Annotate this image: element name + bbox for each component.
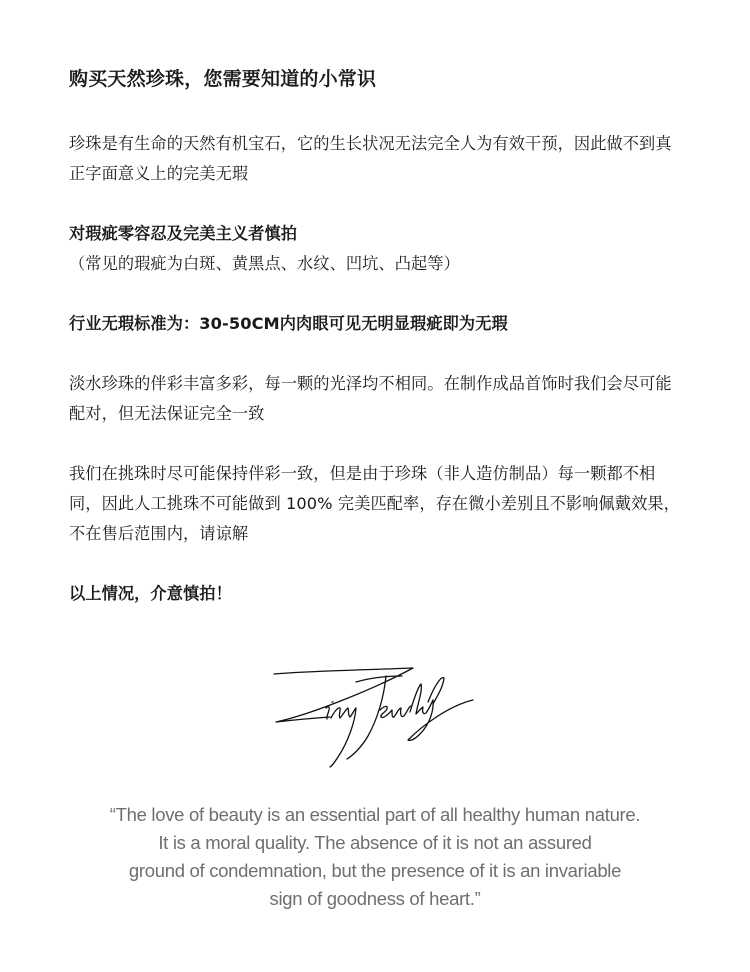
signature-logo: [268, 662, 478, 774]
quote-block: [60, 801, 690, 913]
quote-line-3: ground of condemnation, but the presence of it is an invariable: [128, 860, 622, 881]
quote-line-4: sign of goodness of heart.”: [269, 888, 481, 909]
paragraph-luster: 淡水珍珠的伴彩丰富多彩，每一颗的光泽均不相同。在制作成品首饰时我们会尽可能配对，但无法保证完全一致: [69, 374, 672, 423]
article: [69, 64, 681, 639]
paragraph-flaws: [69, 219, 681, 279]
paragraph-matching: 我们在挑珠时尽可能保持伴彩一致，但是由于珍珠（非人造仿制品）每一颗都不相同，因此人工挑珠不可能做到 100% 完美匹配率，存在微小差别且不影响佩戴效果，不在售后范围内，请谅解: [69, 464, 680, 543]
page-title: 购买天然珍珠，您需要知道的小常识: [69, 68, 377, 90]
quote-line-1: “The love of beauty is an essential part of all healthy human nature.: [109, 804, 641, 825]
paragraph-notice: 以上情况，介意慎拍！: [69, 584, 232, 603]
flaws-examples: （常见的瑕疵为白斑、黄黑点、水纹、凹坑、凸起等）: [69, 254, 460, 273]
flaws-warning: 对瑕疵零容忍及完美主义者慎拍: [69, 224, 298, 243]
paragraph-standard: 行业无瑕标准为：30-50CM内肉眼可见无明显瑕疵即为无瑕: [69, 314, 508, 333]
paragraph-nature: 珍珠是有生命的天然有机宝石，它的生长状况无法完全人为有效干预，因此做不到真正字面意义上的完美无瑕: [69, 134, 672, 183]
quote-line-2: It is a moral quality. The absence of it is not an assured: [158, 832, 592, 853]
